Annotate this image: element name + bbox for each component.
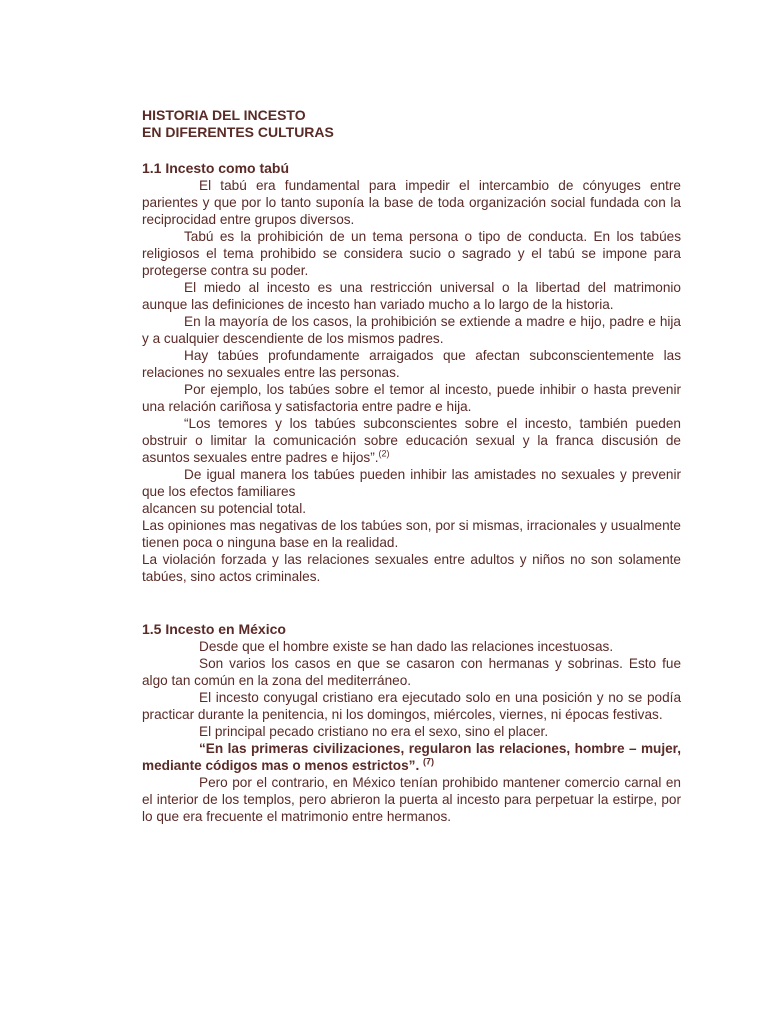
spacer — [142, 585, 681, 621]
document-title — [142, 107, 681, 141]
paragraph: El incesto conyugal cristiano era ejecutado solo en una posición y no se podía practicar durante la penitencia, ni los domingos, miércoles, viernes, ni épocas festivas. — [142, 690, 681, 722]
paragraph: El miedo al incesto es una restricción universal o la libertad del matrimonio aunque las definiciones de incesto han variado mucho a lo largo de la historia. — [142, 280, 681, 312]
paragraph-quote — [142, 415, 681, 466]
paragraph: Pero por el contrario, en México tenían prohibido mantener comercio carnal en el interior de los templos, pero abrieron la puerta al incesto para perpetuar la estirpe, por lo que era frecuente el matrimonio entre hermanos. — [142, 775, 681, 824]
footnote-ref: (2) — [378, 448, 390, 459]
paragraph: alcancen su potencial total. — [142, 501, 306, 516]
quote-text: “En las primeras civilizaciones, regularon las relaciones, hombre – mujer, mediante códigos mas o menos estrictos”. — [142, 741, 681, 773]
document-body — [142, 107, 681, 825]
title-line-1: HISTORIA DEL INCESTO — [142, 107, 306, 123]
spacer — [142, 141, 681, 160]
paragraph: La violación forzada y las relaciones sexuales entre adultos y niños no son solamente tabúes, sino actos criminales. — [142, 552, 681, 584]
section-heading-1-5: 1.5 Incesto en México — [142, 621, 286, 637]
section-heading-1-1: 1.1 Incesto como tabú — [142, 160, 290, 176]
paragraph: Desde que el hombre existe se han dado las relaciones incestuosas. — [199, 639, 614, 654]
paragraph: Por ejemplo, los tabúes sobre el temor al incesto, puede inhibir o hasta prevenir una relación cariñosa y satisfactoria entre padre e hija. — [142, 382, 681, 414]
paragraph: Tabú es la prohibición de un tema persona o tipo de conducta. En los tabúes religiosos el tema prohibido se considera sucio o sagrado y el tabú se impone para protegerse contra su poder. — [142, 229, 681, 278]
paragraph-quote — [142, 740, 681, 774]
paragraph: El tabú era fundamental para impedir el intercambio de cónyuges entre parientes y que por lo tanto suponía la base de toda organización social fundada con la reciprocidad entre grupos diversos. — [142, 178, 681, 227]
paragraph: Hay tabúes profundamente arraigados que afectan subconscientemente las relaciones no sexuales entre las personas. — [142, 348, 681, 380]
quote-text: “Los temores y los tabúes subconscientes sobre el incesto, también pueden obstruir o limitar la comunicación sobre educación sexual y la franca discusión de asuntos sexuales entre padres e hijos”. — [142, 416, 681, 465]
paragraph: El principal pecado cristiano no era el sexo, sino el placer. — [199, 724, 549, 739]
paragraph: Las opiniones mas negativas de los tabúes son, por si mismas, irracionales y usualmente tienen poca o ninguna base en la realidad. — [142, 518, 681, 550]
paragraph: Son varios los casos en que se casaron con hermanas y sobrinas. Esto fue algo tan común en la zona del mediterráneo. — [142, 656, 681, 688]
title-line-2: EN DIFERENTES CULTURAS — [142, 124, 334, 140]
paragraph: En la mayoría de los casos, la prohibición se extiende a madre e hijo, padre e hija y a cualquier descendiente de los mismos padres. — [142, 314, 681, 346]
footnote-ref: (7) — [423, 756, 435, 767]
paragraph: De igual manera los tabúes pueden inhibir las amistades no sexuales y prevenir que los efectos familiares — [142, 467, 681, 499]
